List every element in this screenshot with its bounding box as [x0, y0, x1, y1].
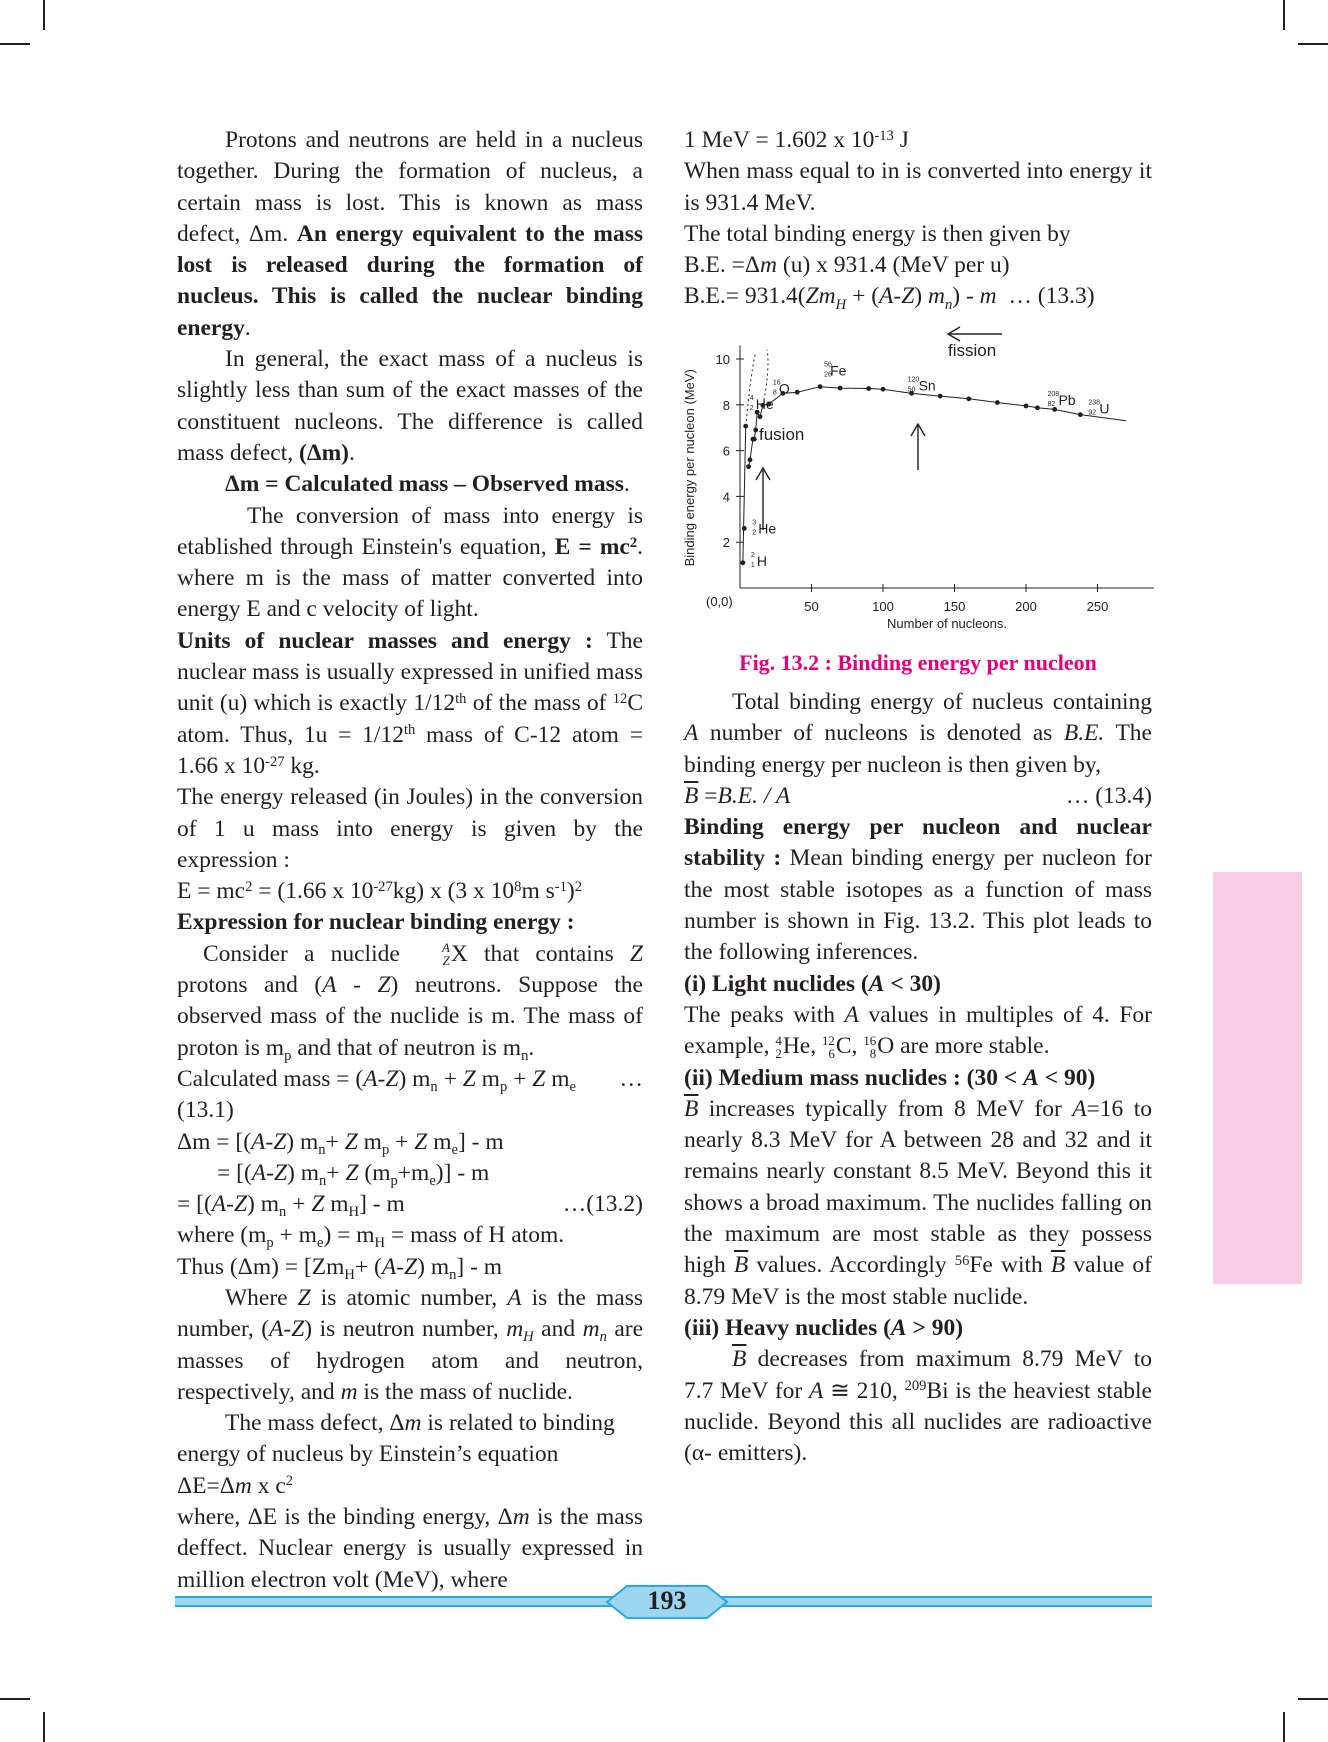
nuclide-atomic-number: 82: [1047, 400, 1056, 408]
nuclide-mass-number: 2: [750, 551, 755, 559]
equation-mass-defect: Δm = Calculated mass – Observed mass.: [225, 471, 630, 498]
nuclide-atomic-number: 1: [750, 561, 755, 569]
nuclide-symbol: Sn: [918, 377, 936, 394]
nuclide-mass-number: 4: [749, 395, 754, 403]
x-tick-label: 200: [1015, 599, 1037, 614]
equation-einstein: ΔE=Δm x $c^2$: [177, 1472, 294, 1499]
data-point: [742, 526, 747, 531]
nuclide-atomic-number: 50: [907, 386, 916, 394]
page-footer: [175, 1582, 1152, 1622]
nuclide-symbol: Fe: [830, 362, 847, 379]
nuclide-symbol: H: [756, 552, 767, 569]
equation-b-bar: $\overline{B} =B.E$. / A … (13.4): [684, 782, 1152, 809]
nuclide-atomic-number: 92: [1088, 409, 1097, 417]
data-point: [995, 400, 1000, 405]
crop-mark: [1283, 1712, 1285, 1742]
right-column-top: [684, 125, 1152, 313]
section-heading: Expression for nuclear binding energy :: [177, 909, 575, 936]
data-point: [748, 457, 753, 462]
nuclide-mass-number: 56: [824, 361, 832, 369]
y-axis-label: Binding energy per nucleon (MeV): [682, 369, 697, 567]
side-tab-marker: [1213, 872, 1302, 1284]
nuclide-symbol: O: [778, 380, 790, 397]
crop-mark: [1283, 0, 1285, 30]
left-column: [177, 125, 643, 1596]
data-point: [866, 386, 871, 391]
data-point: [881, 387, 886, 392]
nuclide-mass-number: 208: [1047, 390, 1060, 398]
section-heading: (ii) Medium mass nuclides : (30 < A < 90): [684, 1064, 1096, 1091]
x-tick-label: 50: [804, 599, 819, 614]
nuclide-atomic-number: 26: [824, 371, 832, 379]
data-point: [795, 390, 800, 395]
data-point: [938, 394, 943, 399]
origin-label: (0,0): [706, 594, 733, 609]
equation-calculated-mass: Calculated mass = (A-Z) $m_n + Z$ $m_p + Z$ $m_e$ …: [177, 1065, 643, 1095]
equation-number: (13.1): [177, 1097, 234, 1124]
x-tick-label: 100: [872, 599, 894, 614]
right-column-bottom: [684, 687, 1152, 1469]
nuclide-mass-number: 120: [907, 376, 920, 384]
paragraph: where, ΔE is the binding energy, Δm is the mass deffect. Nuclear energy is usually expressed in million electron volt (MeV), where: [177, 1504, 643, 1593]
paragraph: $\overline{B}$ decreases from maximum 8.79 MeV to 7.7 MeV for A ≅ 210, $^{209}$Bi is the heaviest stable nuclide. Beyond this all nuclides are radioactive (α- emitters).: [684, 1346, 1152, 1467]
nuclide-symbol: He: [755, 396, 774, 413]
equation-where: where $(m_p + m_e) = m_H$ = mass of H atom.: [177, 1222, 565, 1252]
dotted-connector-he: [746, 352, 756, 426]
data-point: [740, 560, 745, 565]
page-number: 193: [647, 1586, 687, 1615]
equation-dm-2: = [(A-Z) $m_n+ Z$ $(m_p+m_e)] - m$: [217, 1159, 490, 1189]
data-point: [753, 428, 758, 433]
footer-bar-left: [175, 1596, 615, 1607]
data-point: [743, 424, 748, 429]
data-point: [758, 414, 763, 419]
paragraph: The conversion of mass into energy is etablished through Einstein's equation, $E = mc^2$. where m is the mass of matter converted into energy E and c velocity of light.: [177, 502, 643, 623]
footer-bar-right: [719, 1596, 1152, 1607]
equation-be-2: $B.E.= 931.4(Zm_H + (A-Z)$ $m_n$) - m … (13.3): [684, 283, 1095, 313]
crop-mark: [43, 0, 45, 30]
nuclide-atomic-number: 8: [772, 389, 777, 397]
paragraph: When mass equal to in is converted into energy it is 931.4 MeV.: [684, 158, 1152, 216]
x-axis-label: Number of nucleons.: [887, 616, 1007, 631]
equation-mev: 1 MeV = 1.602 x $10^{-13}$ J: [684, 127, 909, 153]
equation-dm-1: Δm = [(A-Z) $m_n+ Z$ $m_p + Z$ $m_e$] - m: [177, 1128, 504, 1158]
paragraph: The mass defect, Δm is related to binding energy of nucleus by Einstein’s equation: [177, 1410, 615, 1468]
data-point: [1035, 405, 1040, 410]
paragraph: Consider a nuclide A Z X that contains Z protons and (A - Z) neutrons. Suppose the observed mass of the nuclide is m. The mass of proton is $m_p$ and that of neutron is $m_n$.: [177, 940, 643, 1064]
nuclide-symbol: Pb: [1058, 391, 1076, 408]
paragraph: Units of nuclear masses and energy : The nuclear mass is usually expressed in unified mass unit (u) which is exactly 1/12th of the mass of $^{12}$C atom. Thus, 1u = 1/12th mass of C-12 atom = 1.66 x $10^{-27}$ kg.: [177, 627, 643, 779]
section-heading: Units of nuclear masses and energy :: [177, 627, 593, 654]
crop-mark: [0, 1698, 30, 1700]
data-point: [752, 437, 757, 442]
x-tick-label: 250: [1086, 599, 1109, 614]
x-tick-label: 150: [943, 599, 966, 614]
equation-thus: Thus $(\Delta m) = [Zm_H+ (A-Z)$ $m_n$] - m: [177, 1253, 503, 1283]
paragraph: The energy released (in Joules) in the conversion of 1 u mass into energy is given by the expression :: [177, 784, 643, 873]
paragraph: The total binding energy is then given by: [684, 220, 1071, 247]
paragraph: In general, the exact mass of a nucleus is slightly less than sum of the exact masses of the constituent nucleons. The difference is called mass defect, (Δm).: [177, 346, 643, 466]
nuclide-atomic-number: 2: [752, 529, 757, 537]
paragraph: Where Z is atomic number, A is the mass number, (A-Z) is neutron number, $m_H$ and $m_n$ are masses of hydrogen atom and neutron, respectively, and m is the mass of nuclide.: [177, 1284, 644, 1405]
y-tick-label: 8: [722, 397, 730, 413]
crop-mark: [43, 1712, 45, 1742]
data-point: [838, 386, 843, 391]
y-tick-label: 2: [722, 535, 730, 551]
equation-dm-3: = [(A-Z) $m_n + Z$ $m_H$] - m …(13.2): [177, 1191, 643, 1221]
crop-mark: [1298, 43, 1328, 45]
annotation-fusion: fusion: [759, 425, 805, 444]
paragraph: The peaks with A values in multiples of 4. For example, 4 2 He, 12 6 C, 16 8 O are more stable.: [684, 1001, 1152, 1061]
equation-energy: $E = mc^2 = (1.66$ x $10^{-27}kg$) x (3 x $10^8m$ $s^{-1})^2$: [177, 878, 582, 905]
binding-energy-chart: [676, 320, 1156, 650]
nuclide-symbol: He: [758, 520, 777, 537]
y-tick-label: 4: [722, 489, 730, 505]
paragraph: Total binding energy of nucleus containing A number of nucleons is denoted as B.E. The binding energy per nucleon is then given by,: [684, 689, 1152, 778]
data-point: [1024, 404, 1029, 409]
paragraph: $\overline{B}$ increases typically from 8 MeV for A=16 to nearly 8.3 MeV for A between 28 and 32 and it remains nearly constant 8.5 MeV. Beyond this it shows a broad maximum. The nuclides falling on the maximum are most stable as they possess high $\overline{B}$ values. Accordingly $^{56}$Fe with $\overline{B}$ value of 8.79 MeV is the most stable nuclide.: [684, 1095, 1153, 1310]
equation-be-1: B.E. =Δm (u) x 931.4 (MeV per u): [684, 252, 1010, 279]
nuclide-mass-number: 3: [752, 519, 757, 527]
nuclide-atomic-number: 2: [749, 405, 754, 413]
nuclide-symbol: U: [1099, 400, 1110, 417]
section-heading: (iii) Heavy nuclides (A > 90): [684, 1314, 964, 1341]
figure-caption: Fig. 13.2 : Binding energy per nucleon: [739, 650, 1097, 675]
data-point: [818, 384, 823, 389]
section-heading: Binding energy per nucleon and nuclear stability :: [684, 814, 1152, 872]
data-point: [966, 396, 971, 401]
series-line-light: [743, 426, 746, 563]
paragraph: Protons and neutrons are held in a nucleus together. During the formation of nucleus, a certain mass is lost. This is known as mass defect, Δm. An energy equivalent to the mass lost is released during the formation of nucleus. This is called the nuclear binding energy.: [177, 127, 644, 341]
data-point: [1078, 412, 1083, 417]
paragraph: Binding energy per nucleon and nuclear stability : Mean binding energy per nucleon for the most stable isotopes as a function of mass number is shown in Fig. 13.2. This plot leads to the following inferences.: [684, 814, 1153, 966]
y-tick-label: 10: [715, 352, 730, 367]
crop-mark: [0, 43, 30, 45]
data-point: [746, 464, 751, 469]
annotation-fission: fission: [948, 341, 997, 360]
section-heading: (i) Light nuclides (A < 30): [684, 970, 941, 997]
crop-mark: [1298, 1698, 1328, 1700]
nuclide-mass-number: 16: [772, 379, 781, 387]
nuclide-mass-number: 238: [1088, 399, 1101, 407]
y-tick-label: 6: [722, 443, 730, 459]
